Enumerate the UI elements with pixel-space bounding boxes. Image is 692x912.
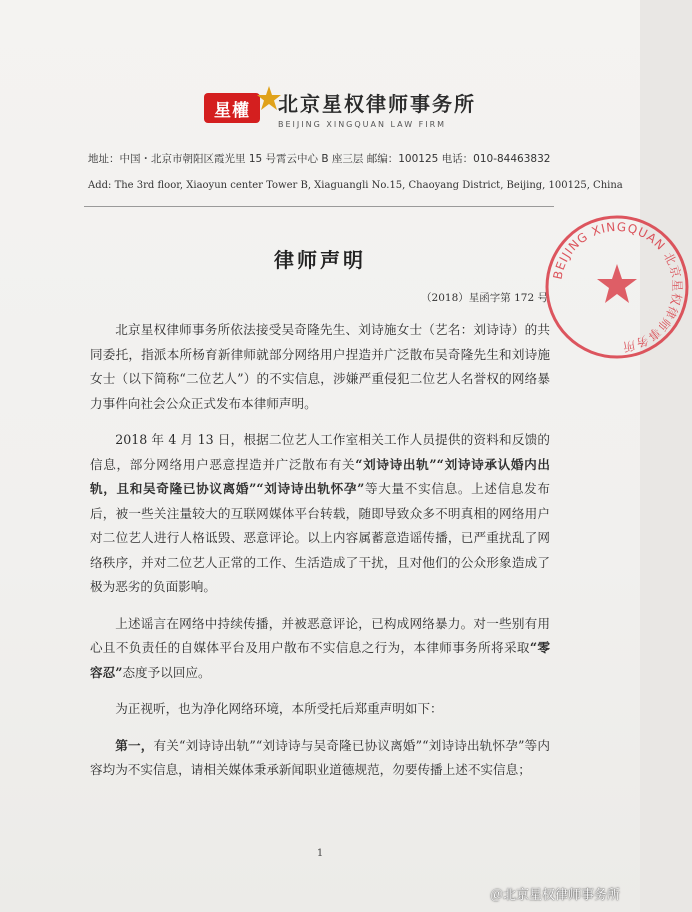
paragraph-text: 等大量不实信息。上述信息发布后，被一些关注量较大的互联网媒体平台转载，随即导致众多不明真相的网络用户对二位艺人进行人格诋毁、恶意评论。以上内容属蓄意造谣传播，已严重扰乱了网络秩序，并对二位艺人正常的工作、生活造成了干扰，且对他们的公众形象造成了极为恶劣的负面影响。 (90, 481, 551, 594)
letterhead (204, 86, 476, 130)
emphasized-text: 第一， (115, 737, 154, 753)
page-number: 1 (316, 848, 324, 859)
logo-text: 星權 (214, 100, 250, 121)
paragraph-text: 上述谣言在网络中持续传播，并被恶意评论，已构成网络暴力。对一些别有用心且不负责任的自媒体平台及用户散布不实信息之行为，本律师事务所将采取 (90, 615, 550, 655)
body-paragraph (90, 697, 550, 722)
weibo-watermark: ＠北京星权律师事务所 (489, 888, 620, 903)
address-cn: 地址：中国・北京市朝阳区霞光里 15 号霄云中心 B 座三层 邮编：100125 电话：010-84463832 (88, 153, 551, 165)
header-divider (84, 206, 554, 207)
firm-name-en: BEIJING XINGQUAN LAW FIRM (278, 119, 447, 129)
document-body (90, 318, 550, 795)
address-en: Add: The 3rd floor, Xiaoyun center Tower B, Xiaguangli No.15, Chaoyang District, Beijing, 100125, China (88, 180, 623, 191)
paragraph-text: 北京星权律师事务所依法接受吴奇隆先生、刘诗施女士（艺名：刘诗诗）的共同委托，指派本所杨育新律师就部分网络用户捏造并广泛散布吴奇隆先生和刘诗施女士（以下简称“二位艺人”）的不实信息，涉嫌严重侵犯二位艺人名誉权的网络暴力事件向社会公众正式发布本律师声明。 (90, 322, 550, 411)
body-paragraph (90, 612, 550, 686)
body-paragraph (90, 734, 550, 783)
paragraph-text: 2018 年 4 月 13 日，根据二位艺人工作室相关工作人员提供的资料和反馈的信息，部分网络用户恶意捏造并广泛散布有关 (90, 432, 550, 472)
emphasized-text: “刘诗诗出轨”“刘诗诗承认婚内出轨，且和吴奇隆已协议离婚”“刘诗诗出轨怀孕” (90, 456, 551, 496)
body-paragraph (90, 318, 550, 416)
paragraph-text: 为正视听，也为净化网络环境，本所受托后郑重声明如下： (115, 701, 443, 716)
seal-text: BEIJING XINGQUAN 北京星权律师事务所 (550, 219, 685, 354)
paragraph-text: 有关“刘诗诗出轨”“刘诗诗与吴奇隆已协议离婚”“刘诗诗出轨怀孕”等内容均为不实信息，请相关媒体秉承新闻职业道德规范，勿要传播上述不实信息； (90, 737, 550, 777)
body-paragraph (90, 428, 550, 600)
document-number: （2018）星函字第 172 号 (421, 292, 548, 304)
star-icon (256, 85, 282, 111)
emphasized-text: “零容忍” (90, 640, 551, 680)
paragraph-text: 态度予以回应。 (122, 664, 211, 680)
document-title: 律师声明 (274, 248, 366, 272)
firm-logo (204, 93, 260, 123)
firm-name-cn: 北京星权律师事务所 (278, 91, 476, 116)
red-seal-stamp (542, 212, 692, 362)
